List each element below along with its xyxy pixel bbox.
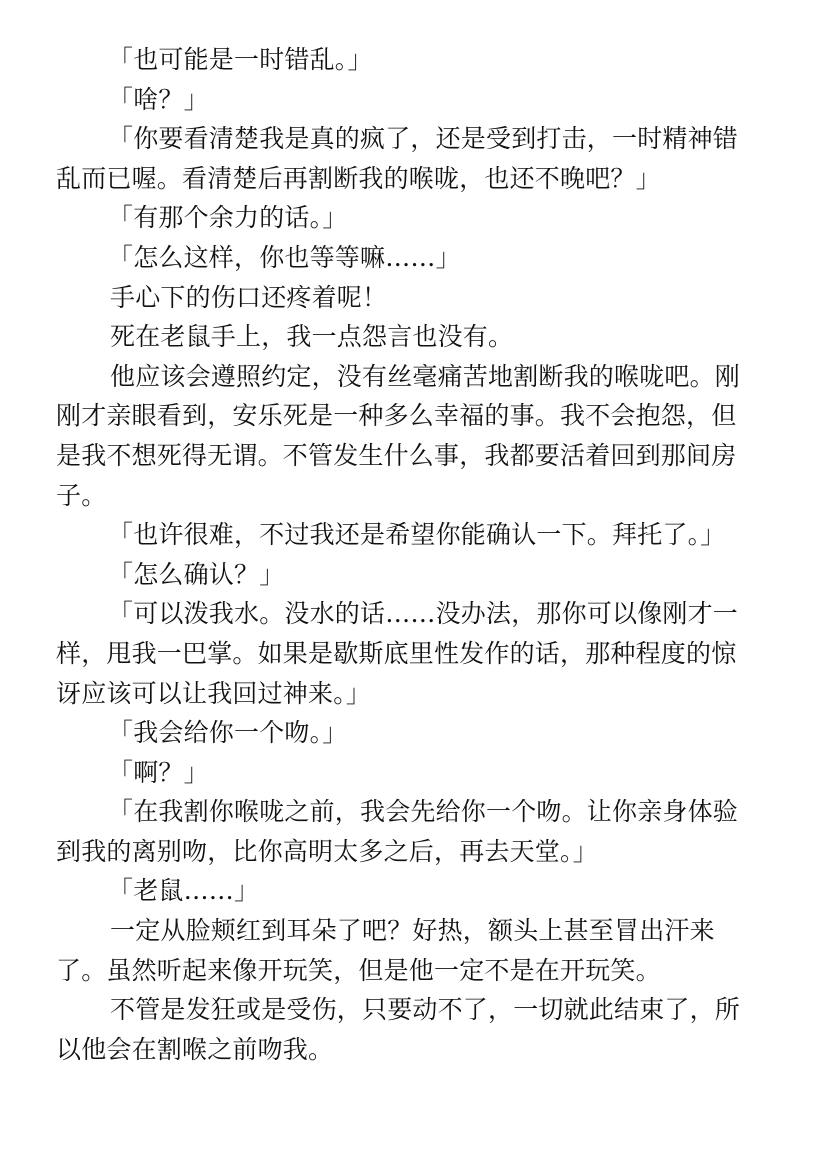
paragraph: 「啊？」 — [108, 757, 209, 787]
paragraph: 「可以泼我水。没水的话……没办法，那你可以像刚才一样，甩我一巴掌。如果是歇斯底里性发作的话，那种程度的惊讶应该可以让我回过神来。」 — [56, 599, 739, 708]
document-page — [56, 40, 756, 1069]
paragraph: 一定从脸颊红到耳朵了吧？好热，额头上甚至冒出汗来了。虽然听起来像开玩笑，但是他一定不是在开玩笑。 — [56, 916, 715, 985]
paragraph: 「你要看清楚我是真的疯了，还是受到打击，一时精神错乱而已喔。看清楚后再割断我的喉咙，也还不晚吧？」 — [56, 124, 739, 193]
paragraph: 「也可能是一时错乱。」 — [108, 45, 373, 74]
paragraph: 他应该会遵照约定，没有丝毫痛苦地割断我的喉咙吧。刚刚才亲眼看到，安乐死是一种多么幸福的事。我不会抱怨，但是我不想死得无谓。不管发生什么事，我都要活着回到那间房子。 — [56, 361, 741, 510]
paragraph: 「在我割你喉咙之前，我会先给你一个吻。让你亲身体验到我的离别吻，比你高明太多之后，再去天堂。」 — [56, 797, 739, 866]
paragraph: 「怎么这样，你也等等嘛……」 — [108, 242, 461, 272]
paragraph: 「也许很难，不过我还是希望你能确认一下。拜托了。」 — [108, 520, 726, 550]
paragraph: 手心下的伤口还疼着呢！ — [110, 282, 388, 312]
paragraph: 死在老鼠手上，我一点怨言也没有。 — [110, 322, 514, 352]
paragraph: 不管是发狂或是受伤，只要动不了，一切就此结束了，所以他会在割喉之前吻我。 — [56, 995, 741, 1064]
paragraph: 「我会给你一个吻。」 — [108, 718, 348, 748]
paragraph: 「怎么确认？」 — [108, 559, 285, 589]
paragraph: 「有那个余力的话。」 — [108, 203, 348, 233]
paragraph: 「啥？」 — [108, 84, 209, 114]
paragraph: 「老鼠……」 — [108, 876, 260, 906]
